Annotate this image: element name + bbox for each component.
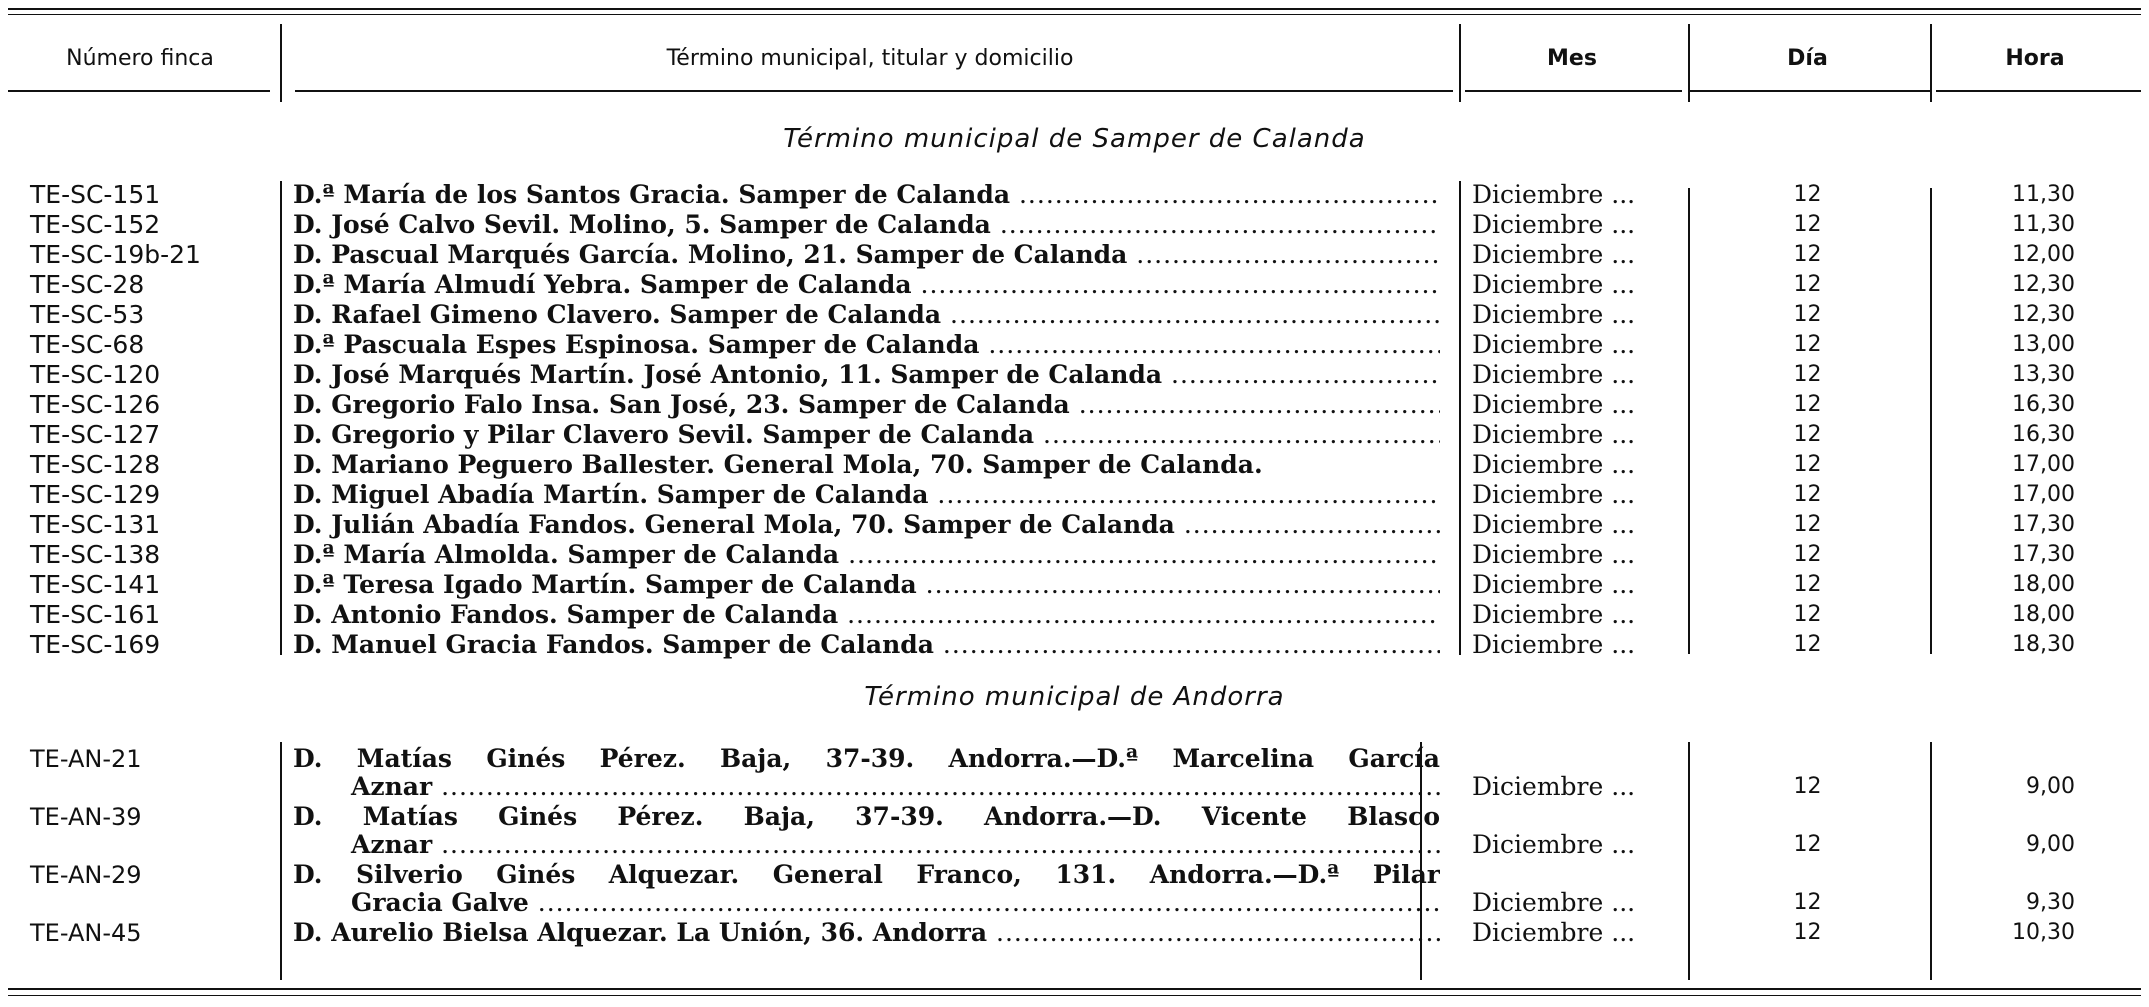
mes xyxy=(1472,210,1682,240)
header-rule xyxy=(295,90,1453,92)
mes-leader: ... xyxy=(1611,570,1636,599)
table-row xyxy=(0,630,2149,660)
finca-number: TE-SC-141 xyxy=(30,570,161,599)
finca-number: TE-SC-138 xyxy=(30,540,161,569)
titular: D. José Calvo Sevil. Molino, 5. Samper de Calanda ..... xyxy=(293,210,1440,240)
hora: 16,30 xyxy=(2012,422,2075,447)
mes-leader: ... xyxy=(1611,360,1636,389)
finca-number: TE-SC-127 xyxy=(30,420,161,449)
titular: D.ª María Almolda. Samper de Calanda ..... xyxy=(293,540,1440,570)
finca-number: TE-SC-126 xyxy=(30,390,161,419)
mes-leader: ... xyxy=(1611,390,1636,419)
dia: 12 xyxy=(1793,242,1822,267)
titular: D. Pascual Marqués García. Molino, 21. Samper de Calanda ..... xyxy=(293,240,1440,270)
table-row xyxy=(0,270,2149,300)
finca-number: TE-SC-120 xyxy=(30,360,161,389)
mes xyxy=(1472,300,1682,330)
finca-number: TE-SC-161 xyxy=(30,600,161,629)
hora: 18,00 xyxy=(2012,602,2075,627)
finca-number: TE-AN-21 xyxy=(30,745,142,773)
hora: 12,30 xyxy=(2012,272,2075,297)
titular-line-2: Gracia Galve ..... xyxy=(293,888,1440,918)
titular-line-1: D. Silverio Ginés Alquezar. General Franco, 131. Andorra.—D.ª Pilar xyxy=(293,860,1440,889)
mes xyxy=(1472,450,1682,480)
finca-number: TE-AN-39 xyxy=(30,803,142,831)
hora: 16,30 xyxy=(2012,392,2075,417)
titular-line-1: D. Matías Ginés Pérez. Baja, 37-39. Andorra.—D.ª Marcelina García xyxy=(293,744,1440,773)
dia: 12 xyxy=(1793,272,1822,297)
table-row xyxy=(0,360,2149,390)
table-row xyxy=(0,330,2149,360)
section-title-andorra: Término municipal de Andorra xyxy=(864,682,1285,712)
mes-leader: ... xyxy=(1611,888,1636,917)
table-row xyxy=(0,180,2149,210)
finca-number: TE-SC-19b-21 xyxy=(30,240,201,269)
dia: 12 xyxy=(1793,512,1822,537)
mes-value: Diciembre xyxy=(1472,540,1604,569)
dia: 12 xyxy=(1793,392,1822,417)
mes-leader: ... xyxy=(1611,420,1636,449)
mes xyxy=(1472,772,1682,802)
header-numero-finca: Número finca xyxy=(66,46,214,71)
column-separator xyxy=(1459,24,1461,102)
top-rule xyxy=(8,8,2141,10)
header-hora: Hora xyxy=(2005,46,2065,71)
mes xyxy=(1472,360,1682,390)
mes xyxy=(1472,918,1682,948)
mes-leader: ... xyxy=(1611,600,1636,629)
titular: D. Aurelio Bielsa Alquezar. La Unión, 36. Andorra ..... xyxy=(293,918,1440,948)
mes xyxy=(1472,630,1682,660)
dia: 12 xyxy=(1793,182,1822,207)
finca-number: TE-SC-53 xyxy=(30,300,145,329)
hora: 17,30 xyxy=(2012,512,2075,537)
hora: 11,30 xyxy=(2012,212,2075,237)
titular: D.ª Teresa Igado Martín. Samper de Calanda ..... xyxy=(293,570,1440,600)
mes-value: Diciembre xyxy=(1472,300,1604,329)
titular: D. Manuel Gracia Fandos. Samper de Calanda ..... xyxy=(293,630,1440,660)
mes-value: Diciembre xyxy=(1472,330,1604,359)
hora: 10,30 xyxy=(2012,920,2075,945)
column-separator xyxy=(280,24,282,102)
mes xyxy=(1472,480,1682,510)
mes-leader: ... xyxy=(1611,772,1636,801)
dia: 12 xyxy=(1793,452,1822,477)
mes-value: Diciembre xyxy=(1472,600,1604,629)
mes-value: Diciembre xyxy=(1472,630,1604,659)
mes-leader: ... xyxy=(1611,918,1636,947)
header-rule xyxy=(1690,90,1930,92)
column-separator xyxy=(1688,24,1690,102)
mes-leader: ... xyxy=(1611,450,1636,479)
table-row xyxy=(0,600,2149,630)
column-separator xyxy=(1930,742,1932,980)
mes xyxy=(1472,510,1682,540)
header-rule xyxy=(1936,90,2141,92)
dia: 12 xyxy=(1793,890,1822,915)
mes-leader: ... xyxy=(1611,300,1636,329)
dia: 12 xyxy=(1793,422,1822,447)
titular-line-2: Aznar ..... xyxy=(293,830,1440,860)
dia: 12 xyxy=(1793,332,1822,357)
table-row xyxy=(0,450,2149,480)
dia: 12 xyxy=(1793,774,1822,799)
mes xyxy=(1472,180,1682,210)
column-separator xyxy=(1930,24,1932,102)
finca-number: TE-SC-128 xyxy=(30,450,161,479)
titular: D.ª María de los Santos Gracia. Samper de Calanda ..... xyxy=(293,180,1440,210)
dia: 12 xyxy=(1793,572,1822,597)
finca-number: TE-AN-29 xyxy=(30,861,142,889)
mes-value: Diciembre xyxy=(1472,510,1604,539)
finca-number: TE-SC-169 xyxy=(30,630,161,659)
header-mes: Mes xyxy=(1547,46,1597,71)
header-titular: Término municipal, titular y domicilio xyxy=(666,46,1074,71)
mes xyxy=(1472,240,1682,270)
finca-number: TE-SC-68 xyxy=(30,330,145,359)
mes-value: Diciembre xyxy=(1472,830,1604,859)
hora: 12,00 xyxy=(2012,242,2075,267)
mes-leader: ... xyxy=(1611,630,1636,659)
mes-leader: ... xyxy=(1611,240,1636,269)
hora: 12,30 xyxy=(2012,302,2075,327)
mes xyxy=(1472,270,1682,300)
mes-value: Diciembre xyxy=(1472,450,1604,479)
mes-leader: ... xyxy=(1611,330,1636,359)
hora: 11,30 xyxy=(2012,182,2075,207)
table-row xyxy=(0,240,2149,270)
mes xyxy=(1472,570,1682,600)
mes-leader: ... xyxy=(1611,510,1636,539)
section-title-samper: Término municipal de Samper de Calanda xyxy=(783,124,1366,154)
dia: 12 xyxy=(1793,302,1822,327)
finca-number: TE-SC-152 xyxy=(30,210,161,239)
mes-value: Diciembre xyxy=(1472,772,1604,801)
titular-line-2: Aznar ..... xyxy=(293,772,1440,802)
dia: 12 xyxy=(1793,632,1822,657)
titular: D. Gregorio y Pilar Clavero Sevil. Samper de Calanda ..... xyxy=(293,420,1440,450)
mes-value: Diciembre xyxy=(1472,480,1604,509)
mes-leader: ... xyxy=(1611,480,1636,509)
mes-value: Diciembre xyxy=(1472,918,1604,947)
mes-value: Diciembre xyxy=(1472,240,1604,269)
titular: D. Mariano Peguero Ballester. General Mola, 70. Samper de Calanda. xyxy=(293,450,1263,479)
bottom-rule-thin xyxy=(8,995,2141,996)
mes xyxy=(1472,390,1682,420)
mes-leader: ... xyxy=(1611,180,1636,209)
mes-value: Diciembre xyxy=(1472,360,1604,389)
hora: 17,00 xyxy=(2012,452,2075,477)
hora: 18,00 xyxy=(2012,572,2075,597)
mes-value: Diciembre xyxy=(1472,270,1604,299)
table-row xyxy=(0,510,2149,540)
mes xyxy=(1472,888,1682,918)
mes-value: Diciembre xyxy=(1472,390,1604,419)
table-row xyxy=(0,390,2149,420)
hora: 13,30 xyxy=(2012,362,2075,387)
titular: D.ª María Almudí Yebra. Samper de Calanda ..... xyxy=(293,270,1440,300)
mes xyxy=(1472,830,1682,860)
column-separator xyxy=(280,742,282,980)
dia: 12 xyxy=(1793,362,1822,387)
mes-value: Diciembre xyxy=(1472,570,1604,599)
finca-number: TE-SC-129 xyxy=(30,480,161,509)
titular-line-1: D. Matías Ginés Pérez. Baja, 37-39. Andorra.—D. Vicente Blasco xyxy=(293,802,1440,831)
titular: D. Miguel Abadía Martín. Samper de Calanda ..... xyxy=(293,480,1440,510)
titular: D. Antonio Fandos. Samper de Calanda ..... xyxy=(293,600,1440,630)
hora: 9,00 xyxy=(2026,774,2075,799)
mes xyxy=(1472,330,1682,360)
mes-value: Diciembre xyxy=(1472,180,1604,209)
hora: 9,00 xyxy=(2026,832,2075,857)
finca-number: TE-SC-28 xyxy=(30,270,145,299)
hora: 17,00 xyxy=(2012,482,2075,507)
dia: 12 xyxy=(1793,542,1822,567)
titular: D. José Marqués Martín. José Antonio, 11. Samper de Calanda ..... xyxy=(293,360,1440,390)
table-row xyxy=(0,570,2149,600)
header-rule xyxy=(8,90,270,92)
mes xyxy=(1472,540,1682,570)
mes-leader: ... xyxy=(1611,210,1636,239)
mes-value: Diciembre xyxy=(1472,888,1604,917)
header-rule xyxy=(1465,90,1682,92)
bottom-rule xyxy=(8,988,2141,990)
hora: 18,30 xyxy=(2012,632,2075,657)
table-row xyxy=(0,300,2149,330)
table-row xyxy=(0,480,2149,510)
dia: 12 xyxy=(1793,212,1822,237)
table-row xyxy=(0,420,2149,450)
mes-leader: ... xyxy=(1611,270,1636,299)
dia: 12 xyxy=(1793,832,1822,857)
hora: 13,00 xyxy=(2012,332,2075,357)
mes-leader: ... xyxy=(1611,540,1636,569)
finca-number: TE-AN-45 xyxy=(30,919,142,947)
mes-leader: ... xyxy=(1611,830,1636,859)
titular: D. Rafael Gimeno Clavero. Samper de Calanda ..... xyxy=(293,300,1440,330)
table-row xyxy=(0,540,2149,570)
titular: D. Gregorio Falo Insa. San José, 23. Samper de Calanda ..... xyxy=(293,390,1440,420)
finca-number: TE-SC-131 xyxy=(30,510,161,539)
header-dia: Día xyxy=(1787,46,1828,71)
dia: 12 xyxy=(1793,920,1822,945)
mes xyxy=(1472,600,1682,630)
hora: 17,30 xyxy=(2012,542,2075,567)
dia: 12 xyxy=(1793,602,1822,627)
mes xyxy=(1472,420,1682,450)
top-rule-thin xyxy=(8,14,2141,15)
mes-value: Diciembre xyxy=(1472,210,1604,239)
mes-value: Diciembre xyxy=(1472,420,1604,449)
hora: 9,30 xyxy=(2026,890,2075,915)
titular: D.ª Pascuala Espes Espinosa. Samper de Calanda ..... xyxy=(293,330,1440,360)
dia: 12 xyxy=(1793,482,1822,507)
titular: D. Julián Abadía Fandos. General Mola, 70. Samper de Calanda ..... xyxy=(293,510,1440,540)
table-row xyxy=(0,210,2149,240)
finca-number: TE-SC-151 xyxy=(30,180,161,209)
